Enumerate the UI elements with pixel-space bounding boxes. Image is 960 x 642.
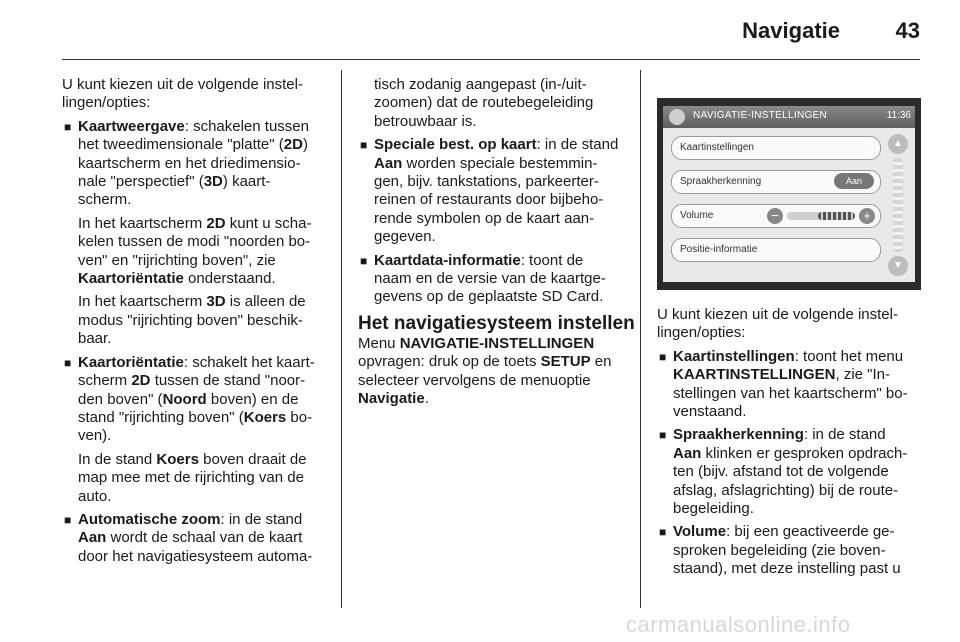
section-paragraph: Menu NAVIGATIE-INSTELLINGEN opvragen: druk op de toets SETUP en selecteer vervolgens de menuoptie Navigatie. bbox=[358, 334, 612, 408]
bullet-square-icon: ■ bbox=[360, 253, 368, 268]
plus-icon: + bbox=[859, 208, 875, 224]
page-number: 43 bbox=[895, 18, 920, 43]
chevron-down-icon: ▼ bbox=[888, 256, 908, 276]
list-item: ■ Kaartdata-informatie: toont de naam en de versie van de kaartge- gevens op de geplaatste SD Card. bbox=[360, 251, 606, 306]
column-1 bbox=[62, 76, 337, 571]
menu-icon bbox=[669, 109, 685, 125]
bullet-square-icon: ■ bbox=[659, 349, 667, 364]
screen-scrollbar bbox=[888, 134, 908, 276]
column-3: U kunt kiezen uit de volgende instel- lingen/opties: ■ Kaartinstellingen: toont het menu KAARTINSTELLINGEN, zie "In- stellingen van het kaartscherm" bo- venstaand. ■ Spraakherkenning: in de stand Aan klinken er gesproken opdrach- ten (bijv. afstand tot de volgende afslag, afslagrichting) bij de route- begeleiding. ■ Volume: bij een geactiveerde ge- sproken begeleiding (zie boven- staand), met deze instelling past u bbox=[657, 306, 937, 584]
list-item: ■ Kaartoriëntatie: schakelt het kaart- scherm 2D tussen de stand "noor- den boven" (Noord boven) en de stand "rijrichting boven" (Koers bo- ven). In de stand Koers boven draait de map mee met de rijrichting van de auto. bbox=[64, 353, 315, 505]
list-item: ■ Automatische zoom: in de stand Aan wordt de schaal van de kaart door het navigatiesysteem automa- bbox=[64, 510, 313, 565]
column-2 bbox=[358, 76, 636, 414]
screen-display bbox=[663, 106, 915, 282]
intro-paragraph: U kunt kiezen uit de volgende instel- lingen/opties: bbox=[62, 76, 303, 112]
list-item: ■ Volume: bij een geactiveerde ge- sproken begeleiding (zie boven- staand), met deze instelling past u bbox=[659, 523, 901, 578]
list-item: ■ Spraakherkenning: in de stand Aan klinken er gesproken opdrach- ten (bijv. afstand tot de volgende afslag, afslagrichting) bij de route- begeleiding. bbox=[659, 426, 908, 518]
bullet-square-icon: ■ bbox=[64, 355, 72, 370]
screen-title: NAVIGATIE-INSTELLINGEN bbox=[693, 110, 828, 121]
header-rule bbox=[62, 59, 920, 60]
bullet-square-icon: ■ bbox=[659, 525, 667, 540]
column-divider-left bbox=[341, 70, 342, 608]
bullet-square-icon: ■ bbox=[659, 428, 667, 443]
watermark: carmanualsonline.info bbox=[626, 612, 851, 637]
screen-row-spraakherkenning: Spraakherkenning Aan bbox=[671, 170, 881, 194]
page-title: Navigatie bbox=[742, 18, 840, 43]
screen-row-volume: Volume − + bbox=[671, 204, 881, 228]
screen-title-bar bbox=[663, 106, 915, 128]
minus-icon: − bbox=[767, 208, 783, 224]
screen-row-positie-informatie: Positie-informatie bbox=[671, 238, 881, 262]
screen-row-kaartinstellingen: Kaartinstellingen bbox=[671, 136, 881, 160]
column-divider-right bbox=[640, 70, 641, 608]
continued-paragraph: tisch zodanig aangepast (in-/uit- zoomen) dat de routebegeleiding betrouwbaar is. bbox=[374, 76, 594, 130]
bullet-square-icon: ■ bbox=[360, 138, 368, 153]
list-item: ■ Kaartinstellingen: toont het menu KAARTINSTELLINGEN, zie "In- stellingen van het kaartscherm" bo- venstaand. bbox=[659, 347, 908, 421]
page-header bbox=[0, 0, 960, 60]
volume-slider bbox=[767, 208, 875, 224]
nav-settings-screenshot bbox=[657, 98, 921, 290]
section-heading: Het navigatiesysteem instellen bbox=[358, 312, 635, 334]
list-item: ■ Speciale best. op kaart: in de stand Aan worden speciale bestemmin- gen, bijv. tankstations, parkeerter- reinen of restaurants door bijbeho- rende symbolen op de kaart aan- gegeven. bbox=[360, 136, 619, 246]
chevron-up-icon: ▲ bbox=[888, 134, 908, 154]
bullet-square-icon: ■ bbox=[64, 119, 72, 134]
screen-clock: 11:36 bbox=[886, 110, 911, 121]
bullet-square-icon: ■ bbox=[64, 512, 72, 527]
list-item: ■ Kaartweergave: schakelen tussen het tweedimensionale "platte" (2D) kaartscherm en het driedimensio- nale "perspectief" (3D) kaart- scherm. In het kaartscherm 2D kunt u scha- kelen tussen de modi "noorden bo- ven" en "rijrichting boven", zie Kaartoriëntatie onderstaand. In het kaartscherm 3D is alleen de modus "rijrichting boven" beschik- baar. bbox=[64, 117, 312, 348]
toggle-aan: Aan bbox=[834, 173, 874, 189]
